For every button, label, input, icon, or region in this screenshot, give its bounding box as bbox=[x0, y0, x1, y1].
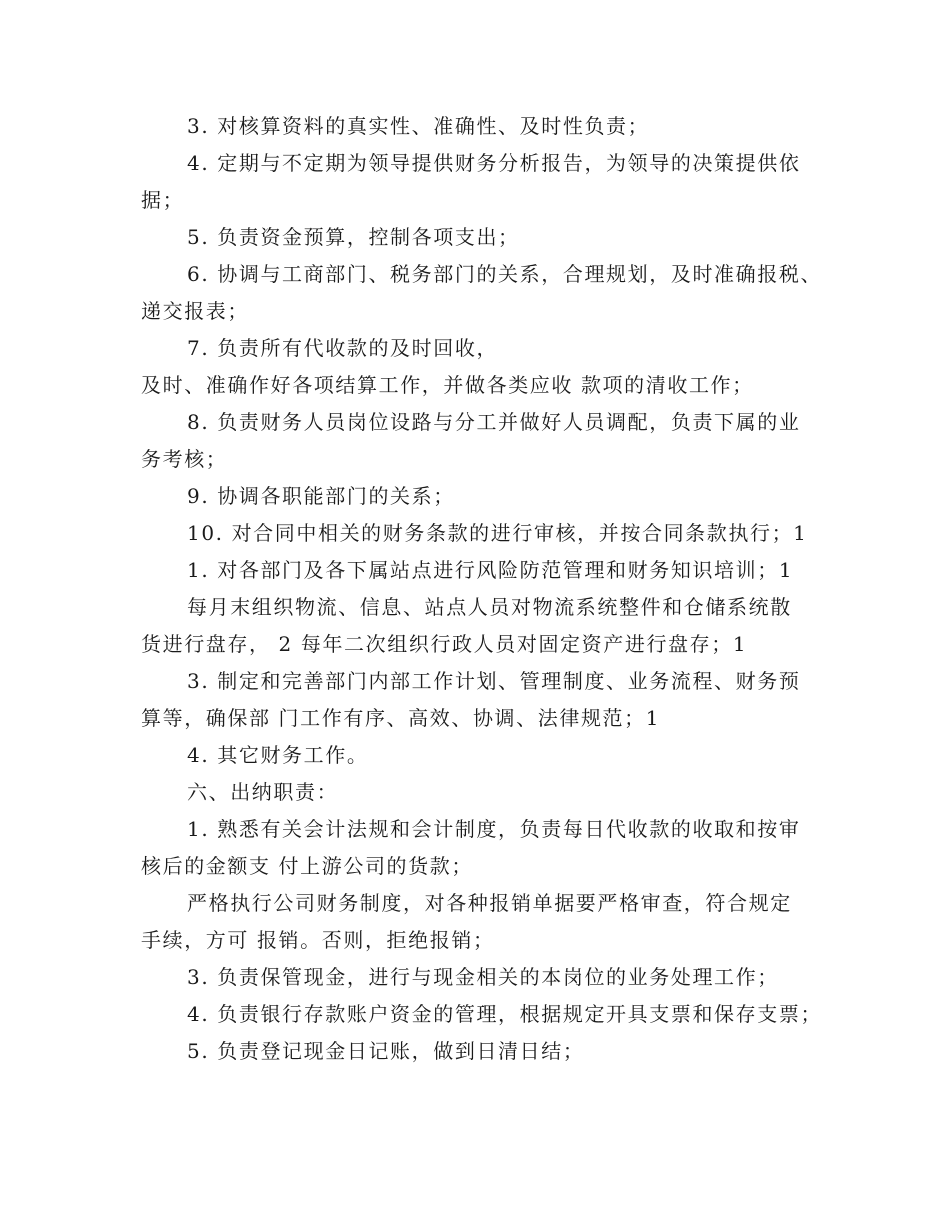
text-line: 6. 协调与工商部门、税务部门的关系，合理规划，及时准确报税、 bbox=[187, 262, 823, 286]
text-line: 递交报表； bbox=[141, 299, 249, 323]
text-line: 及时、准确作好各项结算工作，并做各类应收 款项的清收工作； bbox=[141, 373, 754, 397]
text-line: 4. 其它财务工作。 bbox=[187, 743, 369, 767]
text-line: 货进行盘存， 2 每年二次组织行政人员对固定资产进行盘存；1 bbox=[141, 632, 748, 656]
text-line: 8. 负责财务人员岗位设路与分工并做好人员调配，负责下属的业 bbox=[187, 410, 801, 434]
text-line: 5. 负责登记现金日记账，做到日清日结； bbox=[187, 1039, 585, 1063]
text-line: 算等，确保部 门工作有序、高效、协调、法律规范；1 bbox=[141, 706, 661, 730]
document-body bbox=[141, 108, 823, 1070]
text-line: 3. 负责保管现金，进行与现金相关的本岗位的业务处理工作； bbox=[187, 965, 779, 989]
text-line: 7. 负责所有代收款的及时回收， bbox=[187, 336, 499, 360]
section-heading: 六、出纳职责： bbox=[187, 780, 339, 804]
text-line: 1. 熟悉有关会计法规和会计制度，负责每日代收款的收取和按审 bbox=[187, 817, 801, 841]
text-line: 手续，方可 报销。否则，拒绝报销； bbox=[141, 928, 495, 952]
text-line: 4. 负责银行存款账户资金的管理，根据规定开具支票和保存支票； bbox=[187, 1002, 823, 1026]
text-line: 3. 制定和完善部门内部工作计划、管理制度、业务流程、财务预 bbox=[187, 669, 801, 693]
text-line: 据； bbox=[141, 188, 185, 212]
text-line: 10. 对合同中相关的财务条款的进行审核，并按合同条款执行；1 bbox=[187, 521, 808, 545]
text-line: 务考核； bbox=[141, 447, 228, 471]
text-line: 核后的金额支 付上游公司的货款； bbox=[141, 854, 473, 878]
text-line: 严格执行公司财务制度，对各种报销单据要严格审查，符合规定 bbox=[187, 891, 792, 915]
text-line: 5. 负责资金预算，控制各项支出； bbox=[187, 225, 520, 249]
text-line: 1. 对各部门及各下属站点进行风险防范管理和财务知识培训；1 bbox=[187, 558, 794, 582]
text-line: 3. 对核算资料的真实性、准确性、及时性负责； bbox=[187, 114, 650, 138]
text-line: 每月末组织物流、信息、站点人员对物流系统整件和仓储系统散 bbox=[187, 595, 792, 619]
text-line: 9. 协调各职能部门的关系； bbox=[187, 484, 455, 508]
text-line: 4. 定期与不定期为领导提供财务分析报告，为领导的决策提供依 bbox=[187, 151, 801, 175]
